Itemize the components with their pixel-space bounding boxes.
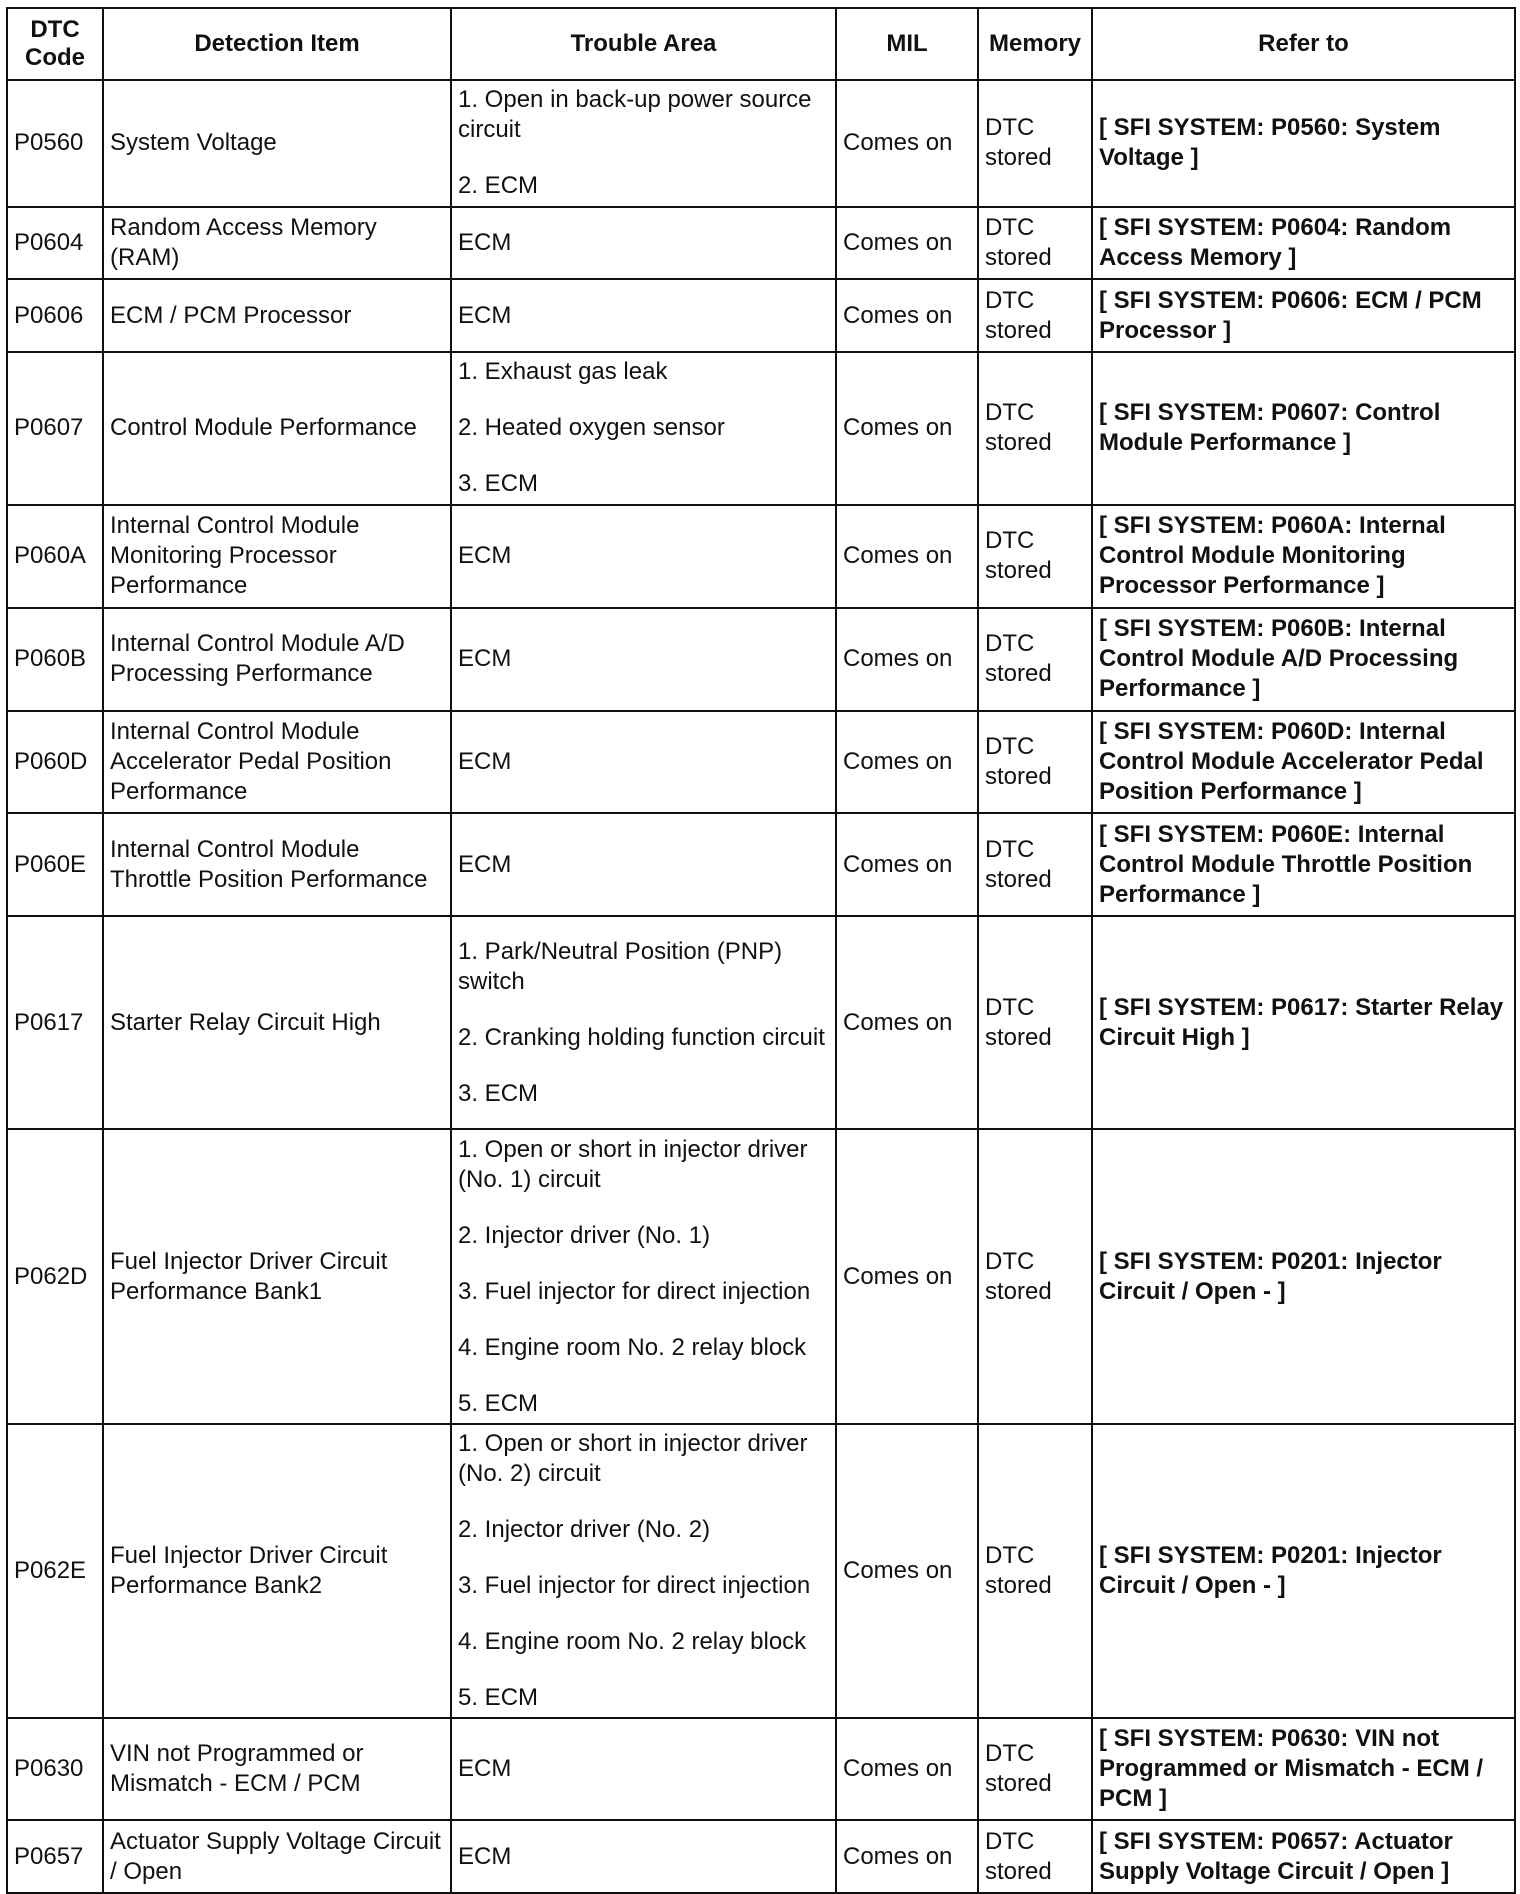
mil-cell: Comes on (836, 352, 978, 505)
dtc-code-cell: P0560 (7, 80, 103, 207)
table-row (7, 1424, 1515, 1718)
trouble-area-item: 1. Park/Neutral Position (PNP) switch (458, 937, 783, 995)
trouble-area-cell (451, 813, 836, 916)
header-mil: MIL (836, 8, 978, 80)
dtc-code-cell: P0617 (7, 916, 103, 1130)
mil-cell: Comes on (836, 916, 978, 1130)
dtc-code-cell: P0604 (7, 207, 103, 280)
trouble-area-cell (451, 352, 836, 505)
refer-to-cell: [ SFI SYSTEM: P0657: Actuator Supply Voltage Circuit / Open ] (1092, 1820, 1515, 1893)
detection-item-cell: Starter Relay Circuit High (103, 916, 451, 1130)
dtc-code-cell: P060A (7, 505, 103, 608)
memory-cell: DTC stored (978, 279, 1092, 352)
trouble-area-item: 4. Engine room No. 2 relay block (458, 1333, 807, 1361)
trouble-area-item: 5. ECM (458, 1683, 539, 1711)
table-row (7, 352, 1515, 505)
trouble-area-item: 1. Open in back-up power source circuit (458, 86, 812, 144)
detection-item-cell: Internal Control Module Monitoring Processor Performance (103, 505, 451, 608)
dtc-code-cell: P060D (7, 711, 103, 814)
trouble-area-item: 1. Open or short in injector driver (No. 2) circuit (458, 1429, 808, 1487)
detection-item-cell: VIN not Programmed or Mismatch - ECM / PCM (103, 1718, 451, 1821)
trouble-area-item: 3. Fuel injector for direct injection (458, 1277, 811, 1305)
mil-cell: Comes on (836, 813, 978, 916)
dtc-code-cell: P062D (7, 1129, 103, 1423)
table-row (7, 207, 1515, 280)
trouble-area-cell (451, 711, 836, 814)
detection-item-cell: Random Access Memory (RAM) (103, 207, 451, 280)
table-row (7, 80, 1515, 207)
refer-to-cell: [ SFI SYSTEM: P0617: Starter Relay Circuit High ] (1092, 916, 1515, 1130)
dtc-code-cell: P0606 (7, 279, 103, 352)
trouble-area-item: 4. Engine room No. 2 relay block (458, 1627, 807, 1655)
refer-to-cell: [ SFI SYSTEM: P060A: Internal Control Module Monitoring Processor Performance ] (1092, 505, 1515, 608)
refer-to-cell: [ SFI SYSTEM: P060E: Internal Control Module Throttle Position Performance ] (1092, 813, 1515, 916)
trouble-area-item: 3. Fuel injector for direct injection (458, 1571, 811, 1599)
table-row (7, 279, 1515, 352)
trouble-area-item: 2. Injector driver (No. 2) (458, 1515, 711, 1543)
detection-item-cell: Internal Control Module Throttle Position Performance (103, 813, 451, 916)
memory-cell: DTC stored (978, 711, 1092, 814)
refer-to-cell: [ SFI SYSTEM: P060B: Internal Control Module A/D Processing Performance ] (1092, 608, 1515, 711)
header-trouble-area: Trouble Area (451, 8, 836, 80)
memory-cell: DTC stored (978, 80, 1092, 207)
memory-cell: DTC stored (978, 1424, 1092, 1718)
trouble-area-cell (451, 608, 836, 711)
memory-cell: DTC stored (978, 1820, 1092, 1893)
mil-cell: Comes on (836, 711, 978, 814)
trouble-area-item: 2. Injector driver (No. 1) (458, 1221, 711, 1249)
memory-cell: DTC stored (978, 352, 1092, 505)
trouble-area-item: ECM (458, 229, 512, 257)
header-memory: Memory (978, 8, 1092, 80)
refer-to-cell: [ SFI SYSTEM: P0630: VIN not Programmed or Mismatch - ECM / PCM ] (1092, 1718, 1515, 1821)
mil-cell: Comes on (836, 1424, 978, 1718)
detection-item-cell: Internal Control Module A/D Processing Performance (103, 608, 451, 711)
detection-item-cell: Actuator Supply Voltage Circuit / Open (103, 1820, 451, 1893)
trouble-area-cell (451, 207, 836, 280)
refer-to-cell: [ SFI SYSTEM: P0606: ECM / PCM Processor ] (1092, 279, 1515, 352)
detection-item-cell: Fuel Injector Driver Circuit Performance Bank2 (103, 1424, 451, 1718)
memory-cell: DTC stored (978, 1718, 1092, 1821)
trouble-area-item: 5. ECM (458, 1389, 539, 1417)
detection-item-cell: Fuel Injector Driver Circuit Performance Bank1 (103, 1129, 451, 1423)
trouble-area-cell (451, 1718, 836, 1821)
header-dtc-code: DTC Code (7, 8, 103, 80)
mil-cell: Comes on (836, 505, 978, 608)
mil-cell: Comes on (836, 1129, 978, 1423)
detection-item-cell: Internal Control Module Accelerator Pedal Position Performance (103, 711, 451, 814)
trouble-area-item: ECM (458, 301, 512, 329)
table-row (7, 711, 1515, 814)
table-row (7, 608, 1515, 711)
mil-cell: Comes on (836, 80, 978, 207)
refer-to-cell: [ SFI SYSTEM: P0607: Control Module Performance ] (1092, 352, 1515, 505)
refer-to-cell: [ SFI SYSTEM: P0201: Injector Circuit / Open - ] (1092, 1424, 1515, 1718)
trouble-area-cell (451, 1820, 836, 1893)
table-body (7, 80, 1515, 1893)
trouble-area-item: 2. Cranking holding function circuit (458, 1023, 825, 1051)
refer-to-cell: [ SFI SYSTEM: P0201: Injector Circuit / Open - ] (1092, 1129, 1515, 1423)
trouble-area-cell (451, 1424, 836, 1718)
trouble-area-item: 3. ECM (458, 470, 539, 498)
dtc-code-cell: P060E (7, 813, 103, 916)
trouble-area-item: 2. Heated oxygen sensor (458, 414, 725, 442)
mil-cell: Comes on (836, 608, 978, 711)
trouble-area-item: 2. ECM (458, 172, 539, 200)
detection-item-cell: Control Module Performance (103, 352, 451, 505)
memory-cell: DTC stored (978, 1129, 1092, 1423)
trouble-area-item: ECM (458, 747, 512, 775)
detection-item-cell: System Voltage (103, 80, 451, 207)
mil-cell: Comes on (836, 1820, 978, 1893)
table-row (7, 505, 1515, 608)
trouble-area-item: ECM (458, 645, 512, 673)
dtc-table (6, 7, 1516, 1894)
trouble-area-cell (451, 505, 836, 608)
table-row (7, 1820, 1515, 1893)
mil-cell: Comes on (836, 279, 978, 352)
refer-to-cell: [ SFI SYSTEM: P0560: System Voltage ] (1092, 80, 1515, 207)
memory-cell: DTC stored (978, 608, 1092, 711)
header-refer-to: Refer to (1092, 8, 1515, 80)
mil-cell: Comes on (836, 1718, 978, 1821)
trouble-area-cell (451, 279, 836, 352)
trouble-area-item: ECM (458, 1842, 512, 1870)
table-row (7, 1129, 1515, 1423)
table-row (7, 916, 1515, 1130)
header-row (7, 8, 1515, 80)
dtc-code-cell: P0630 (7, 1718, 103, 1821)
memory-cell: DTC stored (978, 916, 1092, 1130)
trouble-area-item: ECM (458, 1755, 512, 1783)
table-row (7, 1718, 1515, 1821)
dtc-code-cell: P0657 (7, 1820, 103, 1893)
dtc-code-cell: P062E (7, 1424, 103, 1718)
dtc-code-cell: P060B (7, 608, 103, 711)
refer-to-cell: [ SFI SYSTEM: P0604: Random Access Memory ] (1092, 207, 1515, 280)
trouble-area-cell (451, 1129, 836, 1423)
trouble-area-item: ECM (458, 850, 512, 878)
refer-to-cell: [ SFI SYSTEM: P060D: Internal Control Module Accelerator Pedal Position Performance ] (1092, 711, 1515, 814)
memory-cell: DTC stored (978, 813, 1092, 916)
trouble-area-item: ECM (458, 542, 512, 570)
header-detection-item: Detection Item (103, 8, 451, 80)
memory-cell: DTC stored (978, 207, 1092, 280)
dtc-code-cell: P0607 (7, 352, 103, 505)
trouble-area-item: 1. Open or short in injector driver (No. 1) circuit (458, 1135, 808, 1193)
mil-cell: Comes on (836, 207, 978, 280)
trouble-area-item: 1. Exhaust gas leak (458, 358, 668, 386)
trouble-area-cell (451, 916, 836, 1130)
detection-item-cell: ECM / PCM Processor (103, 279, 451, 352)
memory-cell: DTC stored (978, 505, 1092, 608)
trouble-area-cell (451, 80, 836, 207)
trouble-area-item: 3. ECM (458, 1079, 539, 1107)
table-row (7, 813, 1515, 916)
